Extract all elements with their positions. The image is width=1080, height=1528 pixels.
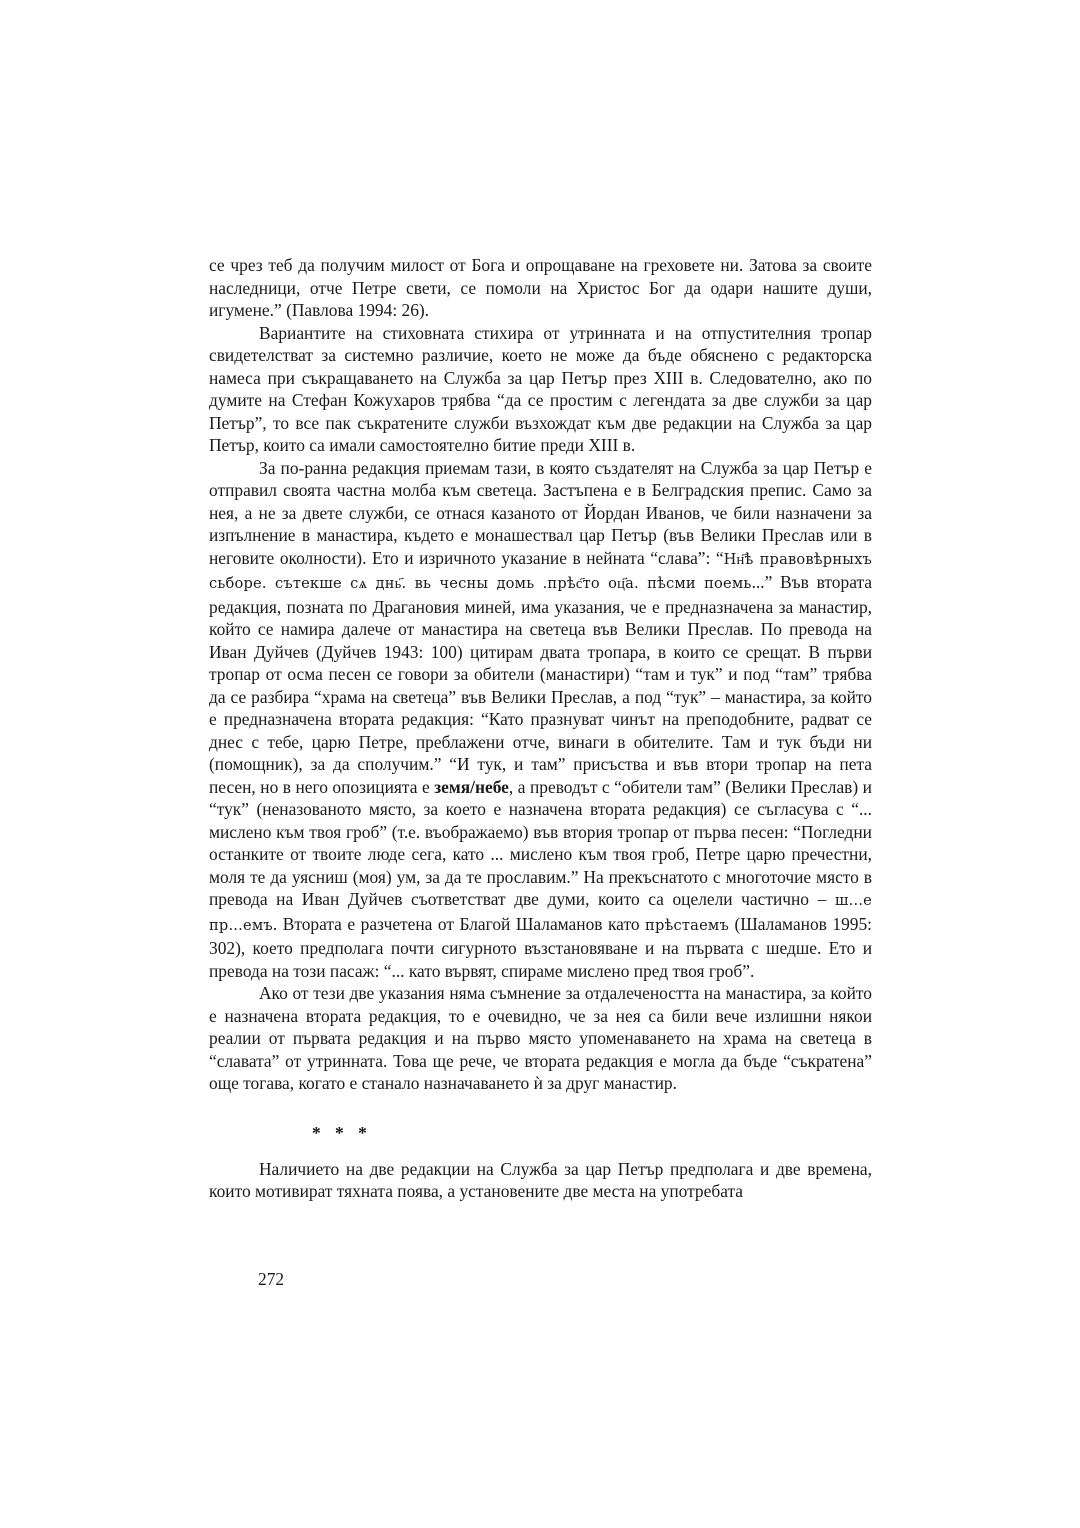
emphasis-text: земя/небе xyxy=(434,776,509,797)
text-run: ...” Във втората редакция, позната по Драгановия миней, има указания, че е предназначена за манастир, който се намира далече от манастира на светеца във Велики Преслав. По превода на Иван Дуйчев (Дуйчев 1943: 100) цитирам двата тропара, в които се срещат. В първи тропар от осма песен се говори за обители (манастири) “там и тук” и под “там” трябва да се разбира “храма на светеца” във Велики Преслав, а под “тук” – манастира, за който е предназначена втората редакция: “Като празнуват чинът на преподобните, радват се днес с тебе, царю Петре, преблажени отче, винаги в обителите. Там и тук бъди ни (помощник), за да сполучим.” “И тук, и там” присъства и във втори тропар на пета песен, но в него опозицията е xyxy=(209,572,872,797)
page-body xyxy=(209,254,872,1203)
text-run: Вариантите на стиховната стихира от утринната и на отпустителния тропар свидетелстват за системно различие, което не може да бъде обяснено с редакторска намеса при съкращаването на Служба за цар Петър през XIII в. Следователно, ако по думите на Стефан Кожухаров трябва “да се простим с легендата за две служби за цар Петър”, то все пак съкратените служби възхождат към две редакции на Служба за цар Петър, които са имали самостоятелно битие преди XIII в. xyxy=(209,322,872,455)
page-number: 272 xyxy=(258,1269,285,1289)
section-separator: * * * xyxy=(312,1122,372,1143)
old-bulgarian-quote: ш...е пр...емъ xyxy=(209,892,872,934)
text-run: (Шаламанов 1995: 302), което предполага почти сигурното възстановяване и на първата с шедше. Ето и превода на този пасаж: “... като вървят, спираме мислено пред твоя гроб”. xyxy=(209,913,873,981)
paragraph xyxy=(209,322,872,457)
paragraph xyxy=(209,254,872,322)
paragraph xyxy=(209,457,872,983)
text-run: се чрез теб да получим милост от Бога и опрощаване на греховете ни. Затова за своите наследници, отче Петре свети, се помоли на Христос Бог да одари нашите души, игумене.” (Павлова 1994: 26). xyxy=(209,255,872,320)
body-text xyxy=(209,254,872,1095)
paragraph xyxy=(209,982,872,1095)
text-run: , а преводът с “обители там” (Велики Преслав) и “тук” (неназованото място, за което е назначена втората редакция) се съгласува с “... мислено към твоя гроб” (т.е. въображаемо) във втория тропар от първа песен: “Погледни останките от твоите люде сега, като ... мислено към твоя гроб, Петре царю пречестни, моля те да уясниш (моя) ум, за да те прославим.” На прекъснатото с многоточие място в превода на Иван Дуйчев съответстват две думи, които са оцелели частично – xyxy=(209,776,872,909)
text-run: Ако от тези две указания няма съмнение за отдалечеността на манастира, за който е назначена втората редакция, то е очевидно, че за нея са били вече излишни някои реалии от първата редакция и на първо място упоменаването на храма на светеца в “славата” от утринната. Това ще рече, че втората редакция е могла да бъде “съкратена” още тогава, когато е станало назначаването ѝ за друг манастир. xyxy=(209,983,872,1093)
text-run: . Втората е разчетена от Благой Шаламанов като xyxy=(272,913,646,934)
old-bulgarian-quote: прѣстаемъ xyxy=(645,916,729,934)
closing-paragraph: Наличието на две редакции на Служба за цар Петър предполага и две времена, които мотивират тяхната поява, а установените две места на употребата xyxy=(209,1158,872,1201)
text-run: За по-ранна редакция приемам тази, в която създателят на Служба за цар Петър е отправил своята частна молба към светеца. Застъпена е в Белградския препис. Само за нея, а не за двете служби, се отнася казаното от Йордан Иванов, че били назначени за изпълнение в манастира, където е монашествал цар Петър (във Велики Преслав или в неговите околности). Ето и изричното указание в нейната “слава”: “ xyxy=(209,457,872,568)
old-bulgarian-quote: Нн҃ѣ правовѣрныхъ сьборе. сътекше сѧ днь҃. вь чесны домь .прѣс҃то оц҃а. пѣсми поемь xyxy=(209,550,872,592)
